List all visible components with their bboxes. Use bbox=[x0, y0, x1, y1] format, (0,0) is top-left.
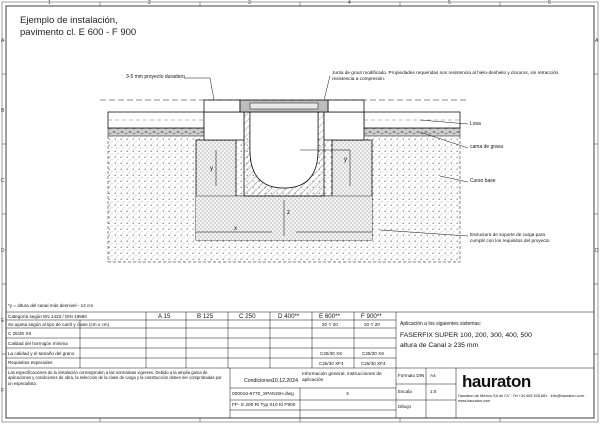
scale-value: 1:5 bbox=[430, 389, 437, 394]
ruler-side-a: A bbox=[1, 38, 5, 44]
footnote: *y = altura del canal más desnivel - 12 cm bbox=[8, 303, 94, 308]
joint-gap-label: 3-5 mm proyecto duradero bbox=[126, 74, 185, 80]
applicable-label: Aplicación a los siguientes sistemas: bbox=[400, 321, 482, 327]
page-number: 3 bbox=[346, 392, 349, 397]
f900-row1: 20 */ 20 bbox=[364, 322, 380, 327]
class-c250: C 250 bbox=[239, 313, 256, 320]
base-label: Curso base bbox=[470, 178, 496, 184]
dim-z: z bbox=[287, 210, 290, 216]
block-left bbox=[204, 112, 244, 140]
file-name: 000016-6770_SPANISH.dwg bbox=[232, 392, 294, 397]
ruler-top-4: 4 bbox=[348, 0, 351, 6]
left-row-1: Se ajusta según al tipo de carril y clase (cm x cm) bbox=[8, 322, 110, 327]
company-logo: hauraton bbox=[462, 372, 531, 391]
sheet-label: Dibujo bbox=[398, 404, 412, 409]
left-row-5: Requisitos especiales bbox=[8, 360, 53, 365]
system-line1: FASERFIX SUPER 100, 200, 300, 400, 500 bbox=[400, 332, 532, 339]
system-line2: altura de Canal ≥ 235 mm bbox=[400, 342, 479, 349]
ruler-top-6: 6 bbox=[548, 0, 551, 6]
company-address: Hauraton de México SA de CV · Tel +34 663 528 681 · info@hauraton.com · www.hauraton.com bbox=[458, 394, 587, 403]
ruler-top-5: 5 bbox=[448, 0, 451, 6]
class-b125: B 125 bbox=[197, 313, 214, 320]
conditions-label: Condiciones bbox=[244, 378, 273, 384]
class-e600: E 600** bbox=[319, 313, 340, 320]
e600-row2: C25/30 XS bbox=[320, 351, 343, 356]
e600-row3: C25/30 XF4 bbox=[319, 361, 344, 366]
f900-row2: C25/30 XS bbox=[362, 351, 385, 356]
ruler-top-3: 3 bbox=[248, 0, 251, 6]
class-f900: F 900** bbox=[361, 313, 382, 320]
ruler-top-2: 2 bbox=[148, 0, 151, 6]
note-block: Las especificaciones de la instalación corresponden a las normativas vigentes. Debido a la amplia gama de aplicaciones y condiciones de obra, la selección de la clase de carga y la construcción deben ser comprobadas por un especialista. bbox=[8, 370, 222, 386]
ruler-side-e: E bbox=[1, 318, 5, 324]
dim-y-right: y bbox=[344, 157, 347, 163]
e600-row1: 20 */ 20 bbox=[322, 322, 338, 327]
ruler-side-a-right: A bbox=[595, 38, 599, 44]
ruler-side-f: F bbox=[1, 388, 5, 394]
gravel-label: cama de grava bbox=[470, 144, 504, 150]
drawing-title-line1: Ejemplo de instalación, bbox=[20, 15, 118, 26]
format-value: A4 bbox=[430, 373, 436, 378]
drawing-title-line2: pavimento cl. E 600 - F 900 bbox=[20, 27, 137, 38]
block-right bbox=[324, 112, 364, 140]
slab-label: Losa bbox=[470, 121, 481, 127]
dim-y-left: y bbox=[210, 166, 213, 172]
left-row-2: C 25/30 XS bbox=[8, 331, 32, 336]
left-row-4: La calidad y el tamaño del grano bbox=[8, 351, 75, 356]
scale-label: Escala bbox=[398, 389, 412, 394]
ruler-side-b: B bbox=[1, 108, 5, 114]
date-value: 10.12.2024 bbox=[272, 378, 298, 384]
ruler-side-d: D bbox=[1, 248, 5, 254]
doc-number: FF- S 200 Ri Typ 010 Kl F900 bbox=[232, 403, 296, 408]
grating bbox=[250, 103, 318, 109]
f900-row3: C25/30 XF4 bbox=[361, 361, 386, 366]
norm-row-label: Categoría según EN 1433 / DIN 19580 bbox=[8, 314, 87, 319]
format-label: Formato DIN bbox=[398, 373, 425, 378]
class-a15: A 15 bbox=[158, 313, 171, 320]
grout-label: Junta de grout modificado. Propiedades requeridas son resistencia al hielo-deshielo y cloruros, sin retracción, resistencia a compresión. bbox=[332, 70, 560, 81]
gravel-right bbox=[360, 128, 460, 136]
class-d400: D 400** bbox=[278, 313, 300, 320]
ruler-top-1: 1 bbox=[48, 0, 51, 6]
gravel-left bbox=[108, 128, 208, 136]
ruler-side-c: C bbox=[1, 178, 5, 184]
ruler-side-d-right: D bbox=[595, 248, 599, 254]
support-label: Estructura de soporte de carga para cumplir con los requisitos del proyecto bbox=[470, 232, 550, 244]
dim-x: x bbox=[234, 226, 237, 232]
left-row-3: Calidad del hormigón mínima bbox=[8, 341, 68, 346]
general-info: Información general, instrucciones de aplicación bbox=[302, 372, 382, 383]
